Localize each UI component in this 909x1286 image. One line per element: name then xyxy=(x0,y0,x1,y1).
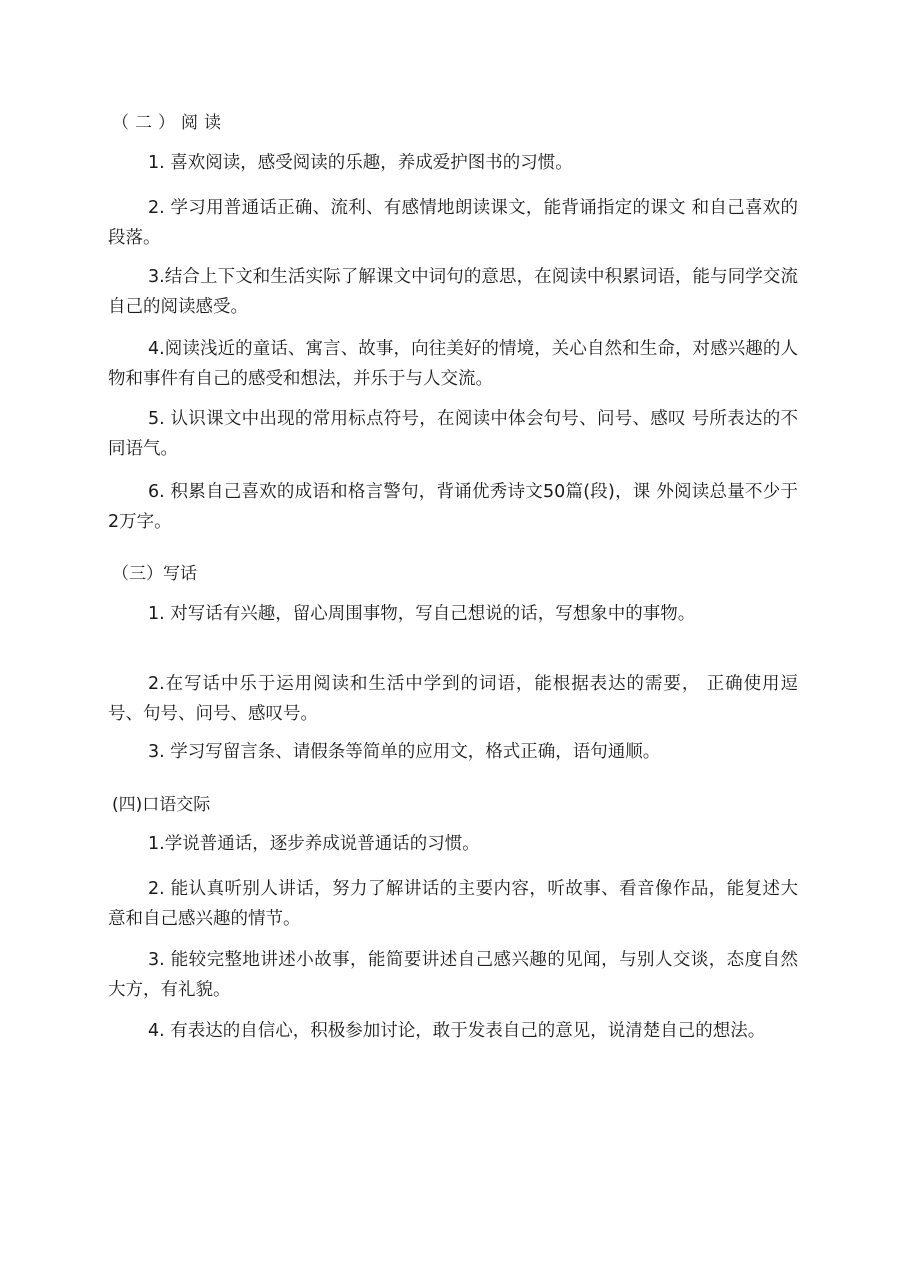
oral-item-4: 4. 有表达的自信心，积极参加讨论，敢于发表自己的意见，说清楚自己的想法。 xyxy=(148,1021,766,1041)
section-heading-reading: （二）阅读 xyxy=(112,113,227,133)
reading-item-1: 1. 喜欢阅读，感受阅读的乐趣，养成爱护图书的习惯。 xyxy=(148,153,573,173)
reading-item-5: 5. 认识课文中出现的常用标点符号，在阅读中体会句号、问号、感叹 号所表达的不同语气。 xyxy=(108,409,798,459)
reading-item-3: 3.结合上下文和生活实际了解课文中词句的意思，在阅读中积累词语，能与同学交流自己的阅读感受。 xyxy=(108,267,798,317)
oral-item-2: 2. 能认真听别人讲话，努力了解讲话的主要内容，听故事、看音像作品，能复述大意和自己感兴趣的情节。 xyxy=(108,879,798,929)
reading-item-4: 4.阅读浅近的童话、寓言、故事，向往美好的情境，关心自然和生命，对感兴趣的人物和事件有自己的感受和想法，并乐于与人交流。 xyxy=(108,339,798,389)
writing-item-2: 2.在写话中乐于运用阅读和生活中学到的词语，能根据表达的需要， 正确使用逗号、句号、问号、感叹号。 xyxy=(108,674,798,724)
writing-item-3: 3. 学习写留言条、请假条等简单的应用文，格式正确，语句通顺。 xyxy=(148,742,661,762)
reading-item-6: 6. 积累自己喜欢的成语和格言警句，背诵优秀诗文50篇(段)，课 外阅读总量不少于2万字。 xyxy=(108,482,798,532)
oral-item-3: 3. 能较完整地讲述小故事，能简要讲述自己感兴趣的见闻，与别人交谈，态度自然大方，有礼貌。 xyxy=(108,950,798,1000)
section-heading-writing: （三）写话 xyxy=(112,564,197,584)
section-heading-oral: (四)口语交际 xyxy=(112,795,211,815)
reading-item-2: 2. 学习用普通话正确、流利、有感情地朗读课文，能背诵指定的课文 和自己喜欢的段落。 xyxy=(108,198,798,248)
oral-item-1: 1.学说普通话，逐步养成说普通话的习惯。 xyxy=(148,834,480,854)
writing-item-1: 1. 对写话有兴趣，留心周围事物，写自己想说的话，写想象中的事物。 xyxy=(148,604,696,624)
